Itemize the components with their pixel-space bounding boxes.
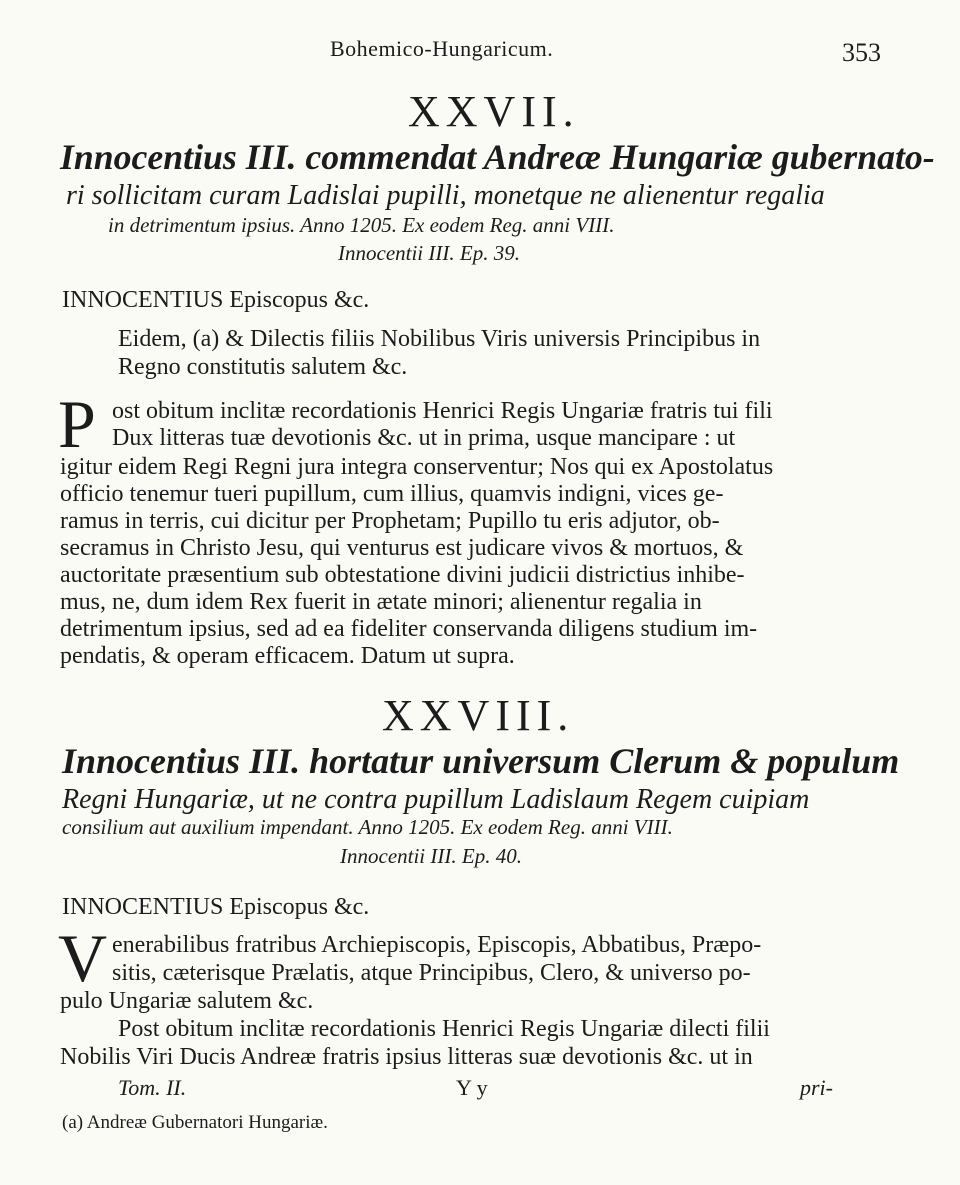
section-number-27: XXVII. [408,87,580,136]
body-28-line-2: sitis, cæterisque Prælatis, atque Principibus, Clero, & universo po- [112,960,751,986]
dropcap-v: V [58,920,108,996]
body-27-line-7: auctoritate præsentium sub obtestatione divini judicii districtius inhibe- [60,562,745,588]
page-number: 353 [842,38,881,67]
body-27-line-4: officio tenemur tueri pupillum, cum illius, quamvis indigni, vices ge- [60,481,724,507]
summary-28-line-4: Innocentii III. Ep. 40. [340,844,522,868]
body-28-line-5: Nobilis Viri Ducis Andreæ fratris ipsius litteras suæ devotionis &c. ut in [60,1044,753,1070]
summary-28-line-1: Innocentius III. hortatur universum Clerum & populum [62,741,900,781]
body-28-line-4: Post obitum inclitæ recordationis Henrici Regis Ungariæ dilecti filii [118,1016,770,1042]
catchword: pri- [800,1075,833,1100]
salutation-28: INNOCENTIUS Episcopus &c. [62,894,370,920]
body-27-line-9: detrimentum ipsius, sed ad ea fideliter conservanda diligens studium im- [60,616,758,642]
footnote: (a) Andreæ Gubernatori Hungariæ. [62,1112,328,1133]
summary-28-line-2: Regni Hungariæ, ut ne contra pupillum Ladislaum Regem cuipiam [62,784,810,815]
body-27-line-6: secramus in Christo Jesu, qui venturus est judicare vivos & mortuos, & [60,535,744,561]
body-27-line-5: ramus in terris, cui dicitur per Prophetam; Pupillo tu eris adjutor, ob- [60,508,720,534]
body-27-line-2: Dux litteras tuæ devotionis &c. ut in prima, usque mancipare : ut [112,425,736,451]
running-head: Bohemico-Hungaricum. [330,36,554,61]
section-number-28: XXVIII. [382,691,575,740]
signature-mark: Y y [456,1075,488,1100]
address-27-line-1: Eidem, (a) & Dilectis filiis Nobilibus Viris universis Principibus in [118,326,761,352]
body-27-line-8: mus, ne, dum idem Rex fuerit in ætate minori; alienentur regalia in [60,589,702,615]
summary-27-line-1: Innocentius III. commendat Andreæ Hungariæ gubernato- [60,137,935,177]
salutation-27: INNOCENTIUS Episcopus &c. [62,287,370,313]
summary-27-line-2: ri sollicitam curam Ladislai pupilli, monetque ne alienentur regalia [66,180,825,211]
body-27-line-10: pendatis, & operam efficacem. Datum ut supra. [60,643,515,669]
summary-28-line-3: consilium aut auxilium impendant. Anno 1205. Ex eodem Reg. anni VIII. [62,815,673,839]
address-27-line-2: Regno constitutis salutem &c. [118,354,408,380]
summary-27-line-4: Innocentii III. Ep. 39. [338,241,520,265]
dropcap-p: P [58,386,96,462]
body-28-line-1: enerabilibus fratribus Archiepiscopis, Episcopis, Abbatibus, Præpo- [112,932,762,958]
body-28-line-3: pulo Ungariæ salutem &c. [60,988,314,1014]
body-27-line-1: ost obitum inclitæ recordationis Henrici Regis Ungariæ fratris tui fili [112,398,773,424]
summary-27-line-3: in detrimentum ipsius. Anno 1205. Ex eodem Reg. anni VIII. [108,213,615,237]
volume-mark: Tom. II. [118,1075,187,1100]
body-27-line-3: igitur eidem Regi Regni jura integra conserventur; Nos qui ex Apostolatus [60,454,774,480]
